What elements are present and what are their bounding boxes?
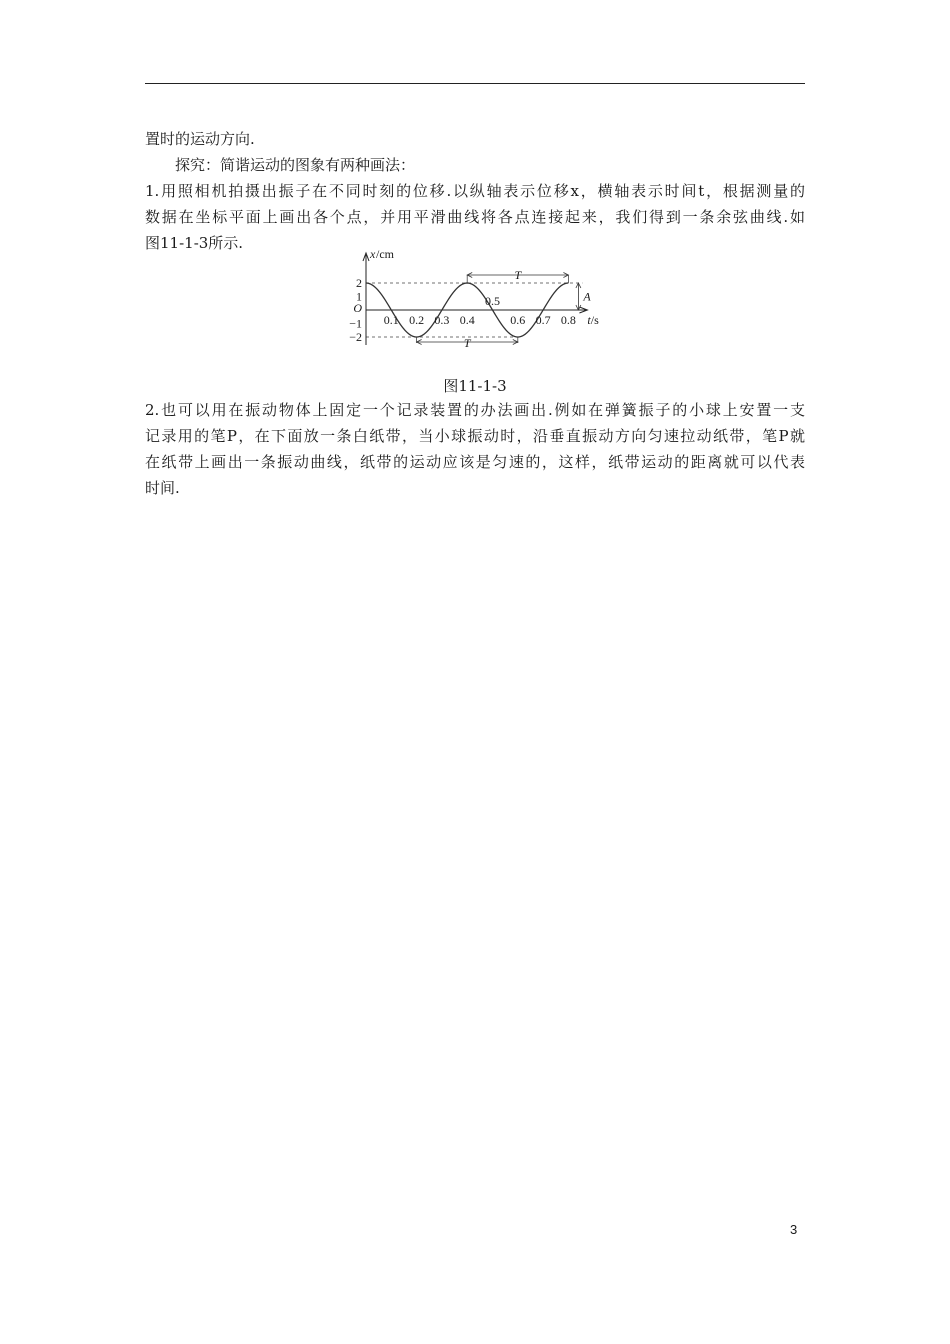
x-tick-label: 0.1: [383, 313, 399, 327]
y-tick-label: −2: [349, 330, 362, 344]
y-tick-label: −1: [349, 316, 362, 331]
x-tick-label: 0.5: [485, 294, 500, 308]
paragraph-line: 时间.: [145, 479, 180, 497]
origin-label: O: [353, 301, 362, 315]
period-label-bottom: T: [463, 336, 471, 350]
paragraph-line: 图11-1-3所示.: [145, 234, 244, 252]
paragraph-line: 记录用的笔P，在下面放一条白纸带，当小球振动时，沿垂直振动方向匀速拉动纸带，笔P就: [145, 427, 805, 445]
y-axis-unit: /cm: [376, 247, 394, 261]
amplitude-label: A: [583, 289, 591, 304]
x-tick-label: 0.2: [409, 313, 425, 327]
page-number: 3: [790, 1222, 798, 1237]
x-tick-label: 0.6: [510, 313, 526, 327]
x-tick-label: 0.7: [535, 313, 551, 327]
header-rule: [145, 83, 805, 84]
paragraph-line: 在纸带上画出一条振动曲线，纸带的运动应该是匀速的，这样，纸带运动的距离就可以代表: [145, 453, 805, 471]
y-tick-label: 1: [356, 289, 362, 304]
chart-labels: [349, 247, 599, 350]
oscillation-chart: [340, 244, 610, 354]
paragraph-line: 数据在坐标平面上画出各个点，并用平滑曲线将各点连接起来，我们得到一条余弦曲线.如: [145, 208, 805, 226]
y-tick-label: 2: [356, 276, 362, 290]
chart-axes: [363, 253, 587, 345]
paragraph-line: 2.也可以用在振动物体上固定一个记录装置的办法画出.例如在弹簧振子的小球上安置一支: [145, 401, 805, 419]
paragraph-line: 置时的运动方向.: [145, 130, 255, 148]
y-axis-label: x: [370, 247, 376, 261]
x-tick-label: 0.3: [434, 313, 450, 327]
x-tick-label: 0.4: [459, 313, 475, 327]
period-label-top: T: [514, 268, 522, 282]
paragraph-line: 1.用照相机拍摄出振子在不同时刻的位移.以纵轴表示位移x，横轴表示时间t，根据测量的: [145, 182, 805, 200]
paragraph-line: 探究：简谐运动的图象有两种画法：: [175, 156, 416, 174]
x-axis-label: t/s: [587, 313, 599, 327]
x-tick-label: 0.8: [560, 313, 576, 327]
figure-caption: 图11-1-3: [443, 377, 507, 395]
